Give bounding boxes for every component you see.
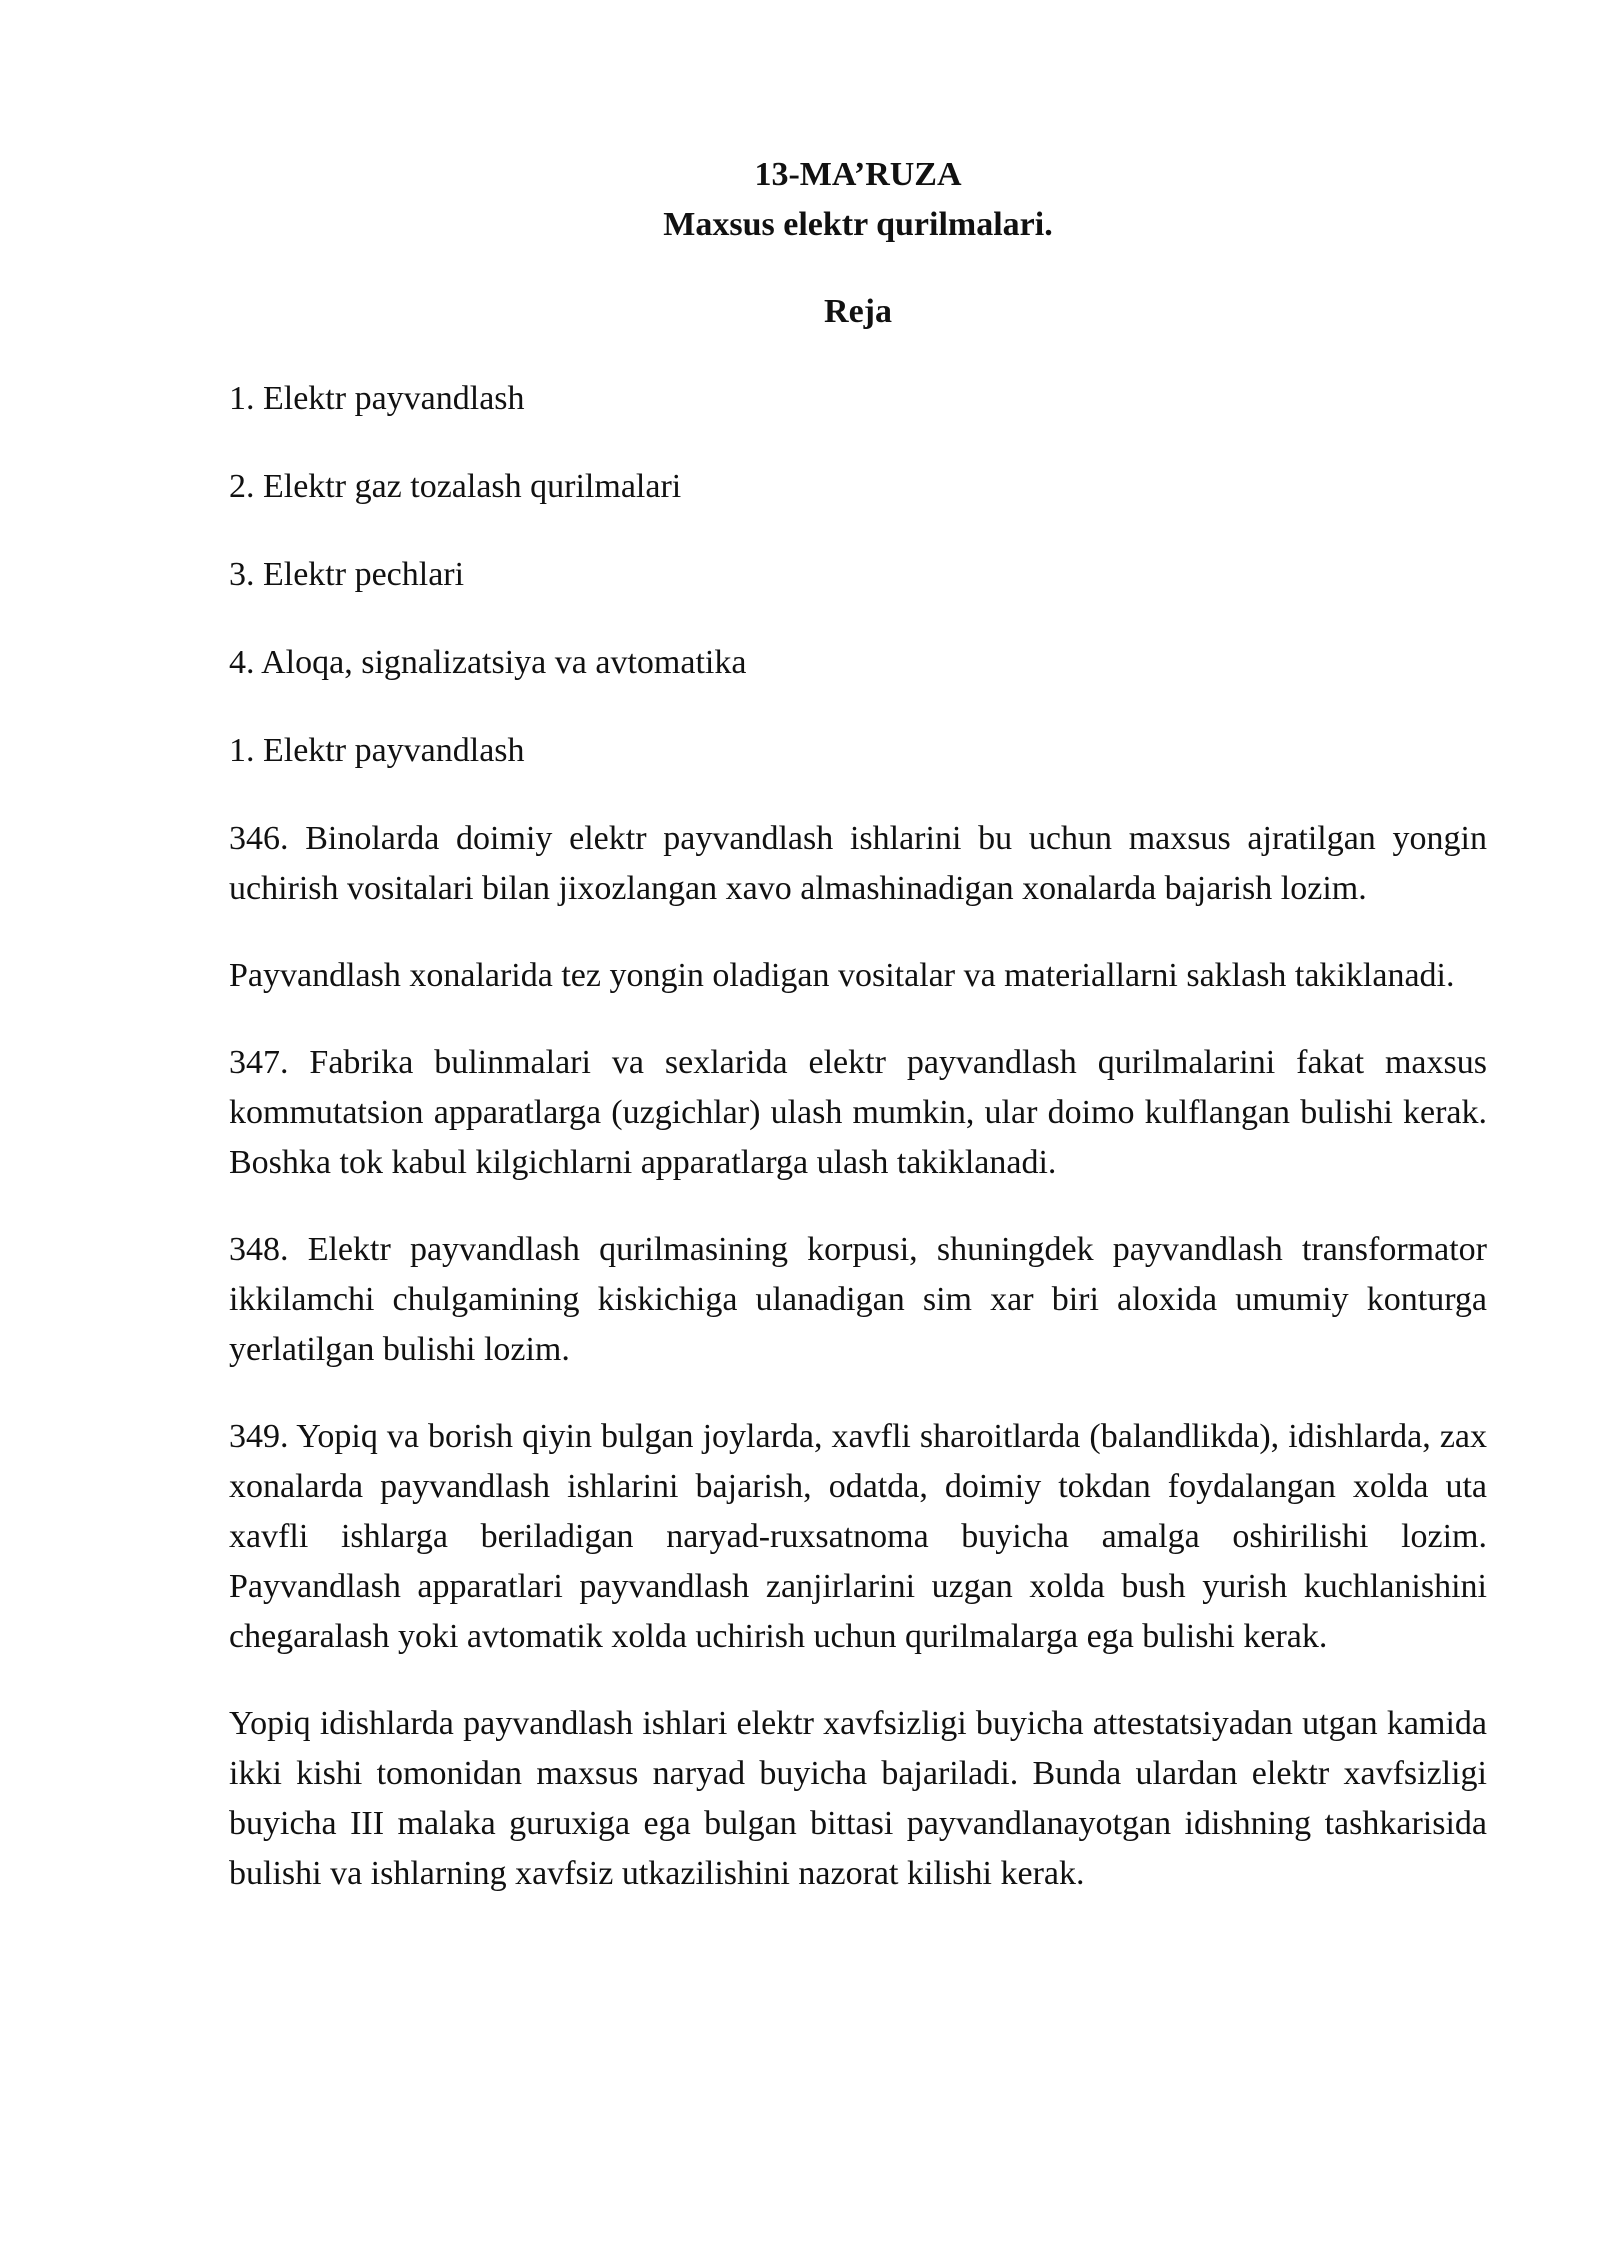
- plan-heading: Reja: [824, 293, 892, 330]
- paragraph: Payvandlash xonalarida tez yongin oladigan vositalar va materiallarni saklash takiklanadi.: [229, 957, 1455, 994]
- paragraph: 347. Fabrika bulinmalari va sexlarida elektr payvandlash qurilmalarini fakat maxsus kommutatsion apparatlarga (uzgichlar) ulash mumkin, ular doimo kulflangan bulishi kerak. Boshka tok kabul kilgichlarni apparatlarga ulash takiklanadi.: [229, 1044, 1487, 1181]
- plan-item: 4. Aloqa, signalizatsiya va avtomatika: [229, 644, 747, 681]
- paragraph: Yopiq idishlarda payvandlash ishlari elektr xavfsizligi buyicha attestatsiyadan utgan kamida ikki kishi tomonidan maxsus naryad buyicha bajariladi. Bunda ulardan elektr xavfsizligi buyicha III malaka guruxiga ega bulgan bittasi payvandlanayotgan idishning tashkarisida bulishi va ishlarning xavfsiz utkazilishini nazorat kilishi kerak.: [229, 1705, 1487, 1892]
- plan-item: 3. Elektr pechlari: [229, 556, 465, 593]
- paragraph: 348. Elektr payvandlash qurilmasining korpusi, shuningdek payvandlash transformator ikkilamchi chulgamining kiskichiga ulanadigan sim xar biri aloxida umumiy konturga yerlatilgan bulishi lozim.: [229, 1231, 1487, 1368]
- plan-item: 2. Elektr gaz tozalash qurilmalari: [229, 468, 682, 505]
- section-heading: 1. Elektr payvandlash: [229, 732, 525, 769]
- paragraph: 349. Yopiq va borish qiyin bulgan joylarda, xavfli sharoitlarda (balandlikda), idishlarda, zax xonalarda payvandlash ishlarini bajarish, odatda, doimiy tokdan foydalangan xolda uta xavfli ishlarga beriladigan naryad-ruxsatnoma buyicha amalga oshirilishi lozim. Payvandlash apparatlari payvandlash zanjirlarini uzgan xolda bush yurish kuchlanishini chegaralash yoki avtomatik xolda uchirish uchun qurilmalarga ega bulishi kerak.: [229, 1418, 1487, 1655]
- plan-item: 1. Elektr payvandlash: [229, 380, 525, 417]
- document-content: [229, 150, 1487, 1936]
- document-title: Maxsus elektr qurilmalari.: [663, 206, 1053, 243]
- plan-list: [229, 374, 1487, 688]
- paragraph: 346. Binolarda doimiy elektr payvandlash ishlarini bu uchun maxsus ajratilgan yongin uchirish vositalari bilan jixozlangan xavo almashinadigan xonalarda bajarish lozim.: [229, 820, 1487, 907]
- lecture-number: 13-MA’RUZA: [754, 156, 962, 193]
